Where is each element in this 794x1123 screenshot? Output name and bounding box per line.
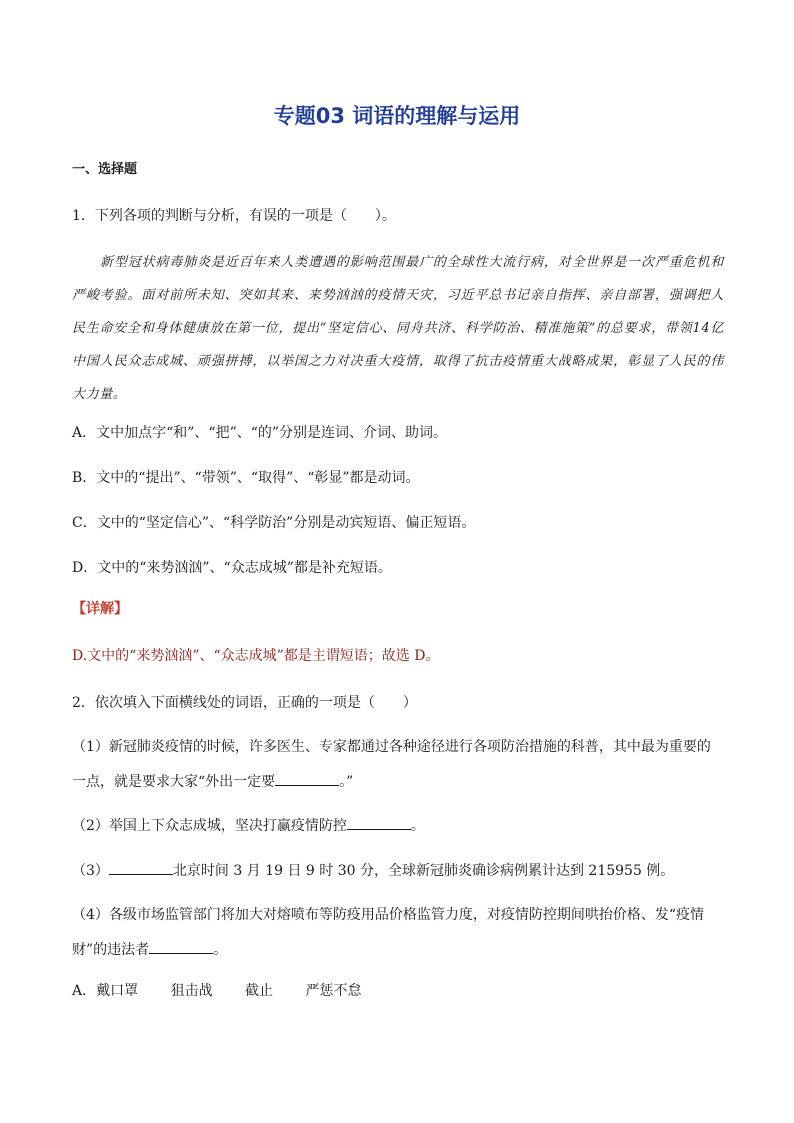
question-2-option-a [72,980,361,1000]
item-4-end: 。 [213,942,228,958]
question-2-item-4 [72,898,724,968]
item-2-end: 。 [410,818,425,834]
item-1-end: 。” [339,774,354,790]
item-3-end: 北京时间 3 月 19 日 9 时 30 分，全球新冠肺炎确诊病例累计达到 215955 例。 [172,863,675,879]
item-2-text: （2）举国上下众志成城，坚决打赢疫情防控 [72,818,347,834]
question-1-option-a: A．文中加点字“和”、“把”、“的”分别是连词、介词、助词。 [72,425,448,441]
question-1-stem: 1．下列各项的判断与分析，有误的一项是（ ）。 [72,208,396,224]
fill-blank-3 [109,860,173,875]
option-a-word-1: A．戴口罩 [72,983,139,999]
question-1-option-d: D．文中的“来势汹汹”、“众志成城”都是补充短语。 [72,560,392,576]
question-1-option-b: B．文中的“提出”、“带领”、“取得”、“彰显”都是动词。 [72,470,420,486]
fill-blank-2 [347,815,411,830]
fill-blank-4 [149,939,213,954]
question-2-item-3 [72,860,674,880]
option-a-word-2: 狙击战 [170,983,213,999]
item-4-text: （4）各级市场监管部门将加大对熔喷布等防疫用品价格监管力度，对疫情防控期间哄抬价格、发“疫情财”的违法者 [72,907,705,958]
question-1-option-c: C．文中的“坚定信心”、“科学防治”分别是动宾短语、偏正短语。 [72,515,476,531]
fill-blank-1 [275,771,339,786]
option-a-word-4: 严惩不怠 [305,983,362,999]
item-1-text: （1）新冠肺炎疫情的时候，许多医生、专家都通过各种途径进行各项防治措施的科普，其中最为重要的一点，就是要求大家“外出一定要 [72,739,711,790]
question-2-item-2 [72,815,425,835]
detail-heading: 【详解】 [72,601,128,617]
detail-text: D.文中的“来势汹汹”、“众志成城”都是主谓短语；故选 D。 [72,648,440,664]
question-2-item-1 [72,730,724,800]
item-3-text: （3） [72,863,109,879]
page-title: 专题03 词语的理解与运用 [273,104,521,128]
question-2-stem: 2．依次填入下面横线处的词语，正确的一项是（ ） [72,695,417,711]
question-1-passage: 新型冠状病毒肺炎是近百年来人类遭遇的影响范围最广的全球性大流行病，对全世界是一次严重危机和严峻考验。面对前所未知、突如其来、来势汹汹的疫情天灾，习近平总书记亲自指挥、亲自部署，强调把人民生命安全和身体健康放在第一位，提出“坚定信心、同舟共济、科学防治、精准施策”的总要求，带领14亿中国人民众志成城、顽强拼搏，以举国之力对决重大疫情，取得了抗击疫情重大战略成果，彰显了人民的伟大力量。 [72,255,724,402]
option-a-word-3: 截止 [245,983,274,999]
section-heading: 一、选择题 [72,162,138,177]
